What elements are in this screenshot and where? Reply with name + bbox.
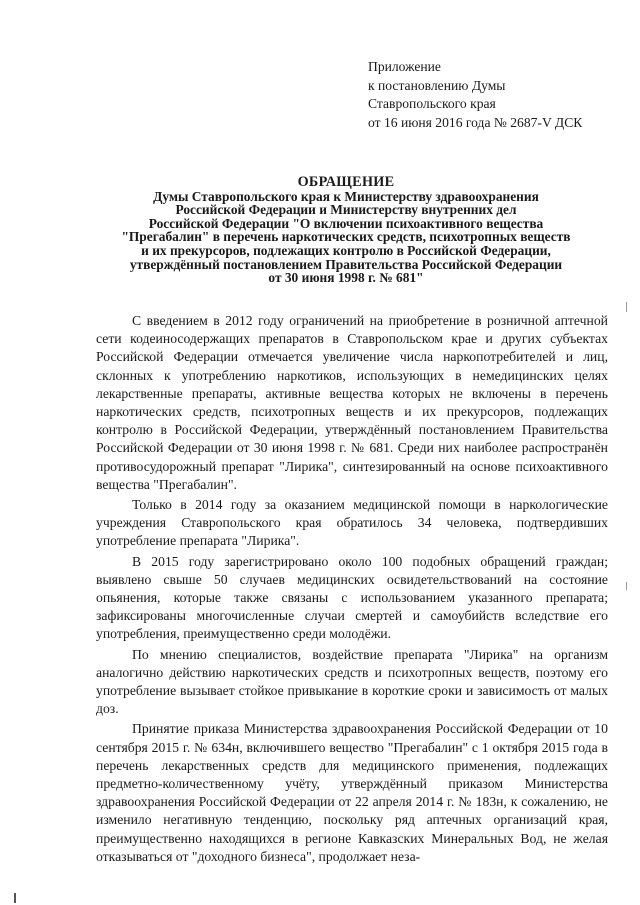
body-paragraph: Только в 2014 году за оказанием медицинской помощи в наркологические учреждения Ставропольского края обратилось 34 человека, подтвердивших употребление препарата "Лирика". — [96, 497, 608, 549]
body-paragraph: Принятие приказа Министерства здравоохранения Российской Федерации от 10 сентября 2015 г. № 634н, включившего вещество "Прегабалин" с 1 октября 2015 года в перечень лекарственных средств для медицинского применения, подлежащих предметно-количественному учёту, утверждённый приказом Министерства здравоохранения Российской Федерации от 22 апреля 2014 г. № 183н, к сожалению, не изменило негативную тенденцию, поскольку ряд аптечных организаций края, преимущественно находящихся в регионе Кавказских Минеральных Вод, не желая отказываться от "доходного бизнеса", продолжает неза- — [96, 721, 608, 864]
heading-line: Российской Федерации "О включении психоактивного вещества — [148, 215, 544, 231]
heading-line: Думы Ставропольского края к Министерству здравоохранения — [153, 188, 539, 204]
document-body — [96, 312, 608, 868]
heading-line: утверждённый постановлением Правительства Российской Федерации — [129, 256, 563, 272]
scan-speck — [626, 302, 627, 312]
document-heading — [86, 176, 606, 285]
heading-line: "Прегабалин" в перечень наркотических средств, психотропных веществ — [121, 229, 571, 245]
document-title: ОБРАЩЕНИЕ — [297, 174, 395, 190]
annex-line: Приложение — [368, 59, 441, 74]
annex-block — [368, 58, 582, 132]
body-paragraph: В 2015 году зарегистрировано около 100 подобных обращений граждан; выявлено свыше 50 случаев медицинских освидетельствований на состояние опьянения, которые также связаны с использованием указанного препарата; зафиксированы многочисленные случаи смертей и самоубийств вследствие его употребления, преимущественно среди молодёжи. — [96, 553, 608, 642]
annex-line: к постановлению Думы — [368, 77, 506, 93]
heading-line: и их прекурсоров, подлежащих контролю в Российской Федерации, — [141, 242, 551, 258]
scan-speck — [626, 582, 627, 590]
heading-line: Российской Федерации и Министерству внутренних дел — [175, 202, 517, 218]
body-paragraph: С введением в 2012 году ограничений на приобретение в розничной аптечной сети кодеиносодержащих препаратов в Ставропольском крае и других субъектах Российской Федерации отмечается увеличение числа наркопотребителей и лиц, склонных к употреблению наркотиков, использующих в немедицинских целях лекарственные препараты, активные вещества которых не включены в перечень наркотических средств, психотропных веществ и их прекурсоров, подлежащих контролю в Российской Федерации, утверждённый постановлением Правительства Российской Федерации от 30 июня 1998 г. № 681. Среди них наиболее распространён противосудорожный препарат "Лирика", синтезированный на основе психоактивного вещества "Прегабалин". — [96, 313, 608, 492]
body-paragraph: По мнению специалистов, воздействие препарата "Лирика" на организм аналогично действию наркотических средств и психотропных веществ, поэтому его употребление вызывает стойкое привыкание в короткие сроки и зависимость от малых доз. — [96, 646, 608, 717]
scan-speck — [14, 893, 16, 903]
heading-line: от 30 июня 1998 г. № 681" — [268, 270, 424, 286]
annex-line: Ставропольского края — [368, 96, 496, 111]
annex-line: от 16 июня 2016 года № 2687-V ДСК — [368, 114, 583, 130]
